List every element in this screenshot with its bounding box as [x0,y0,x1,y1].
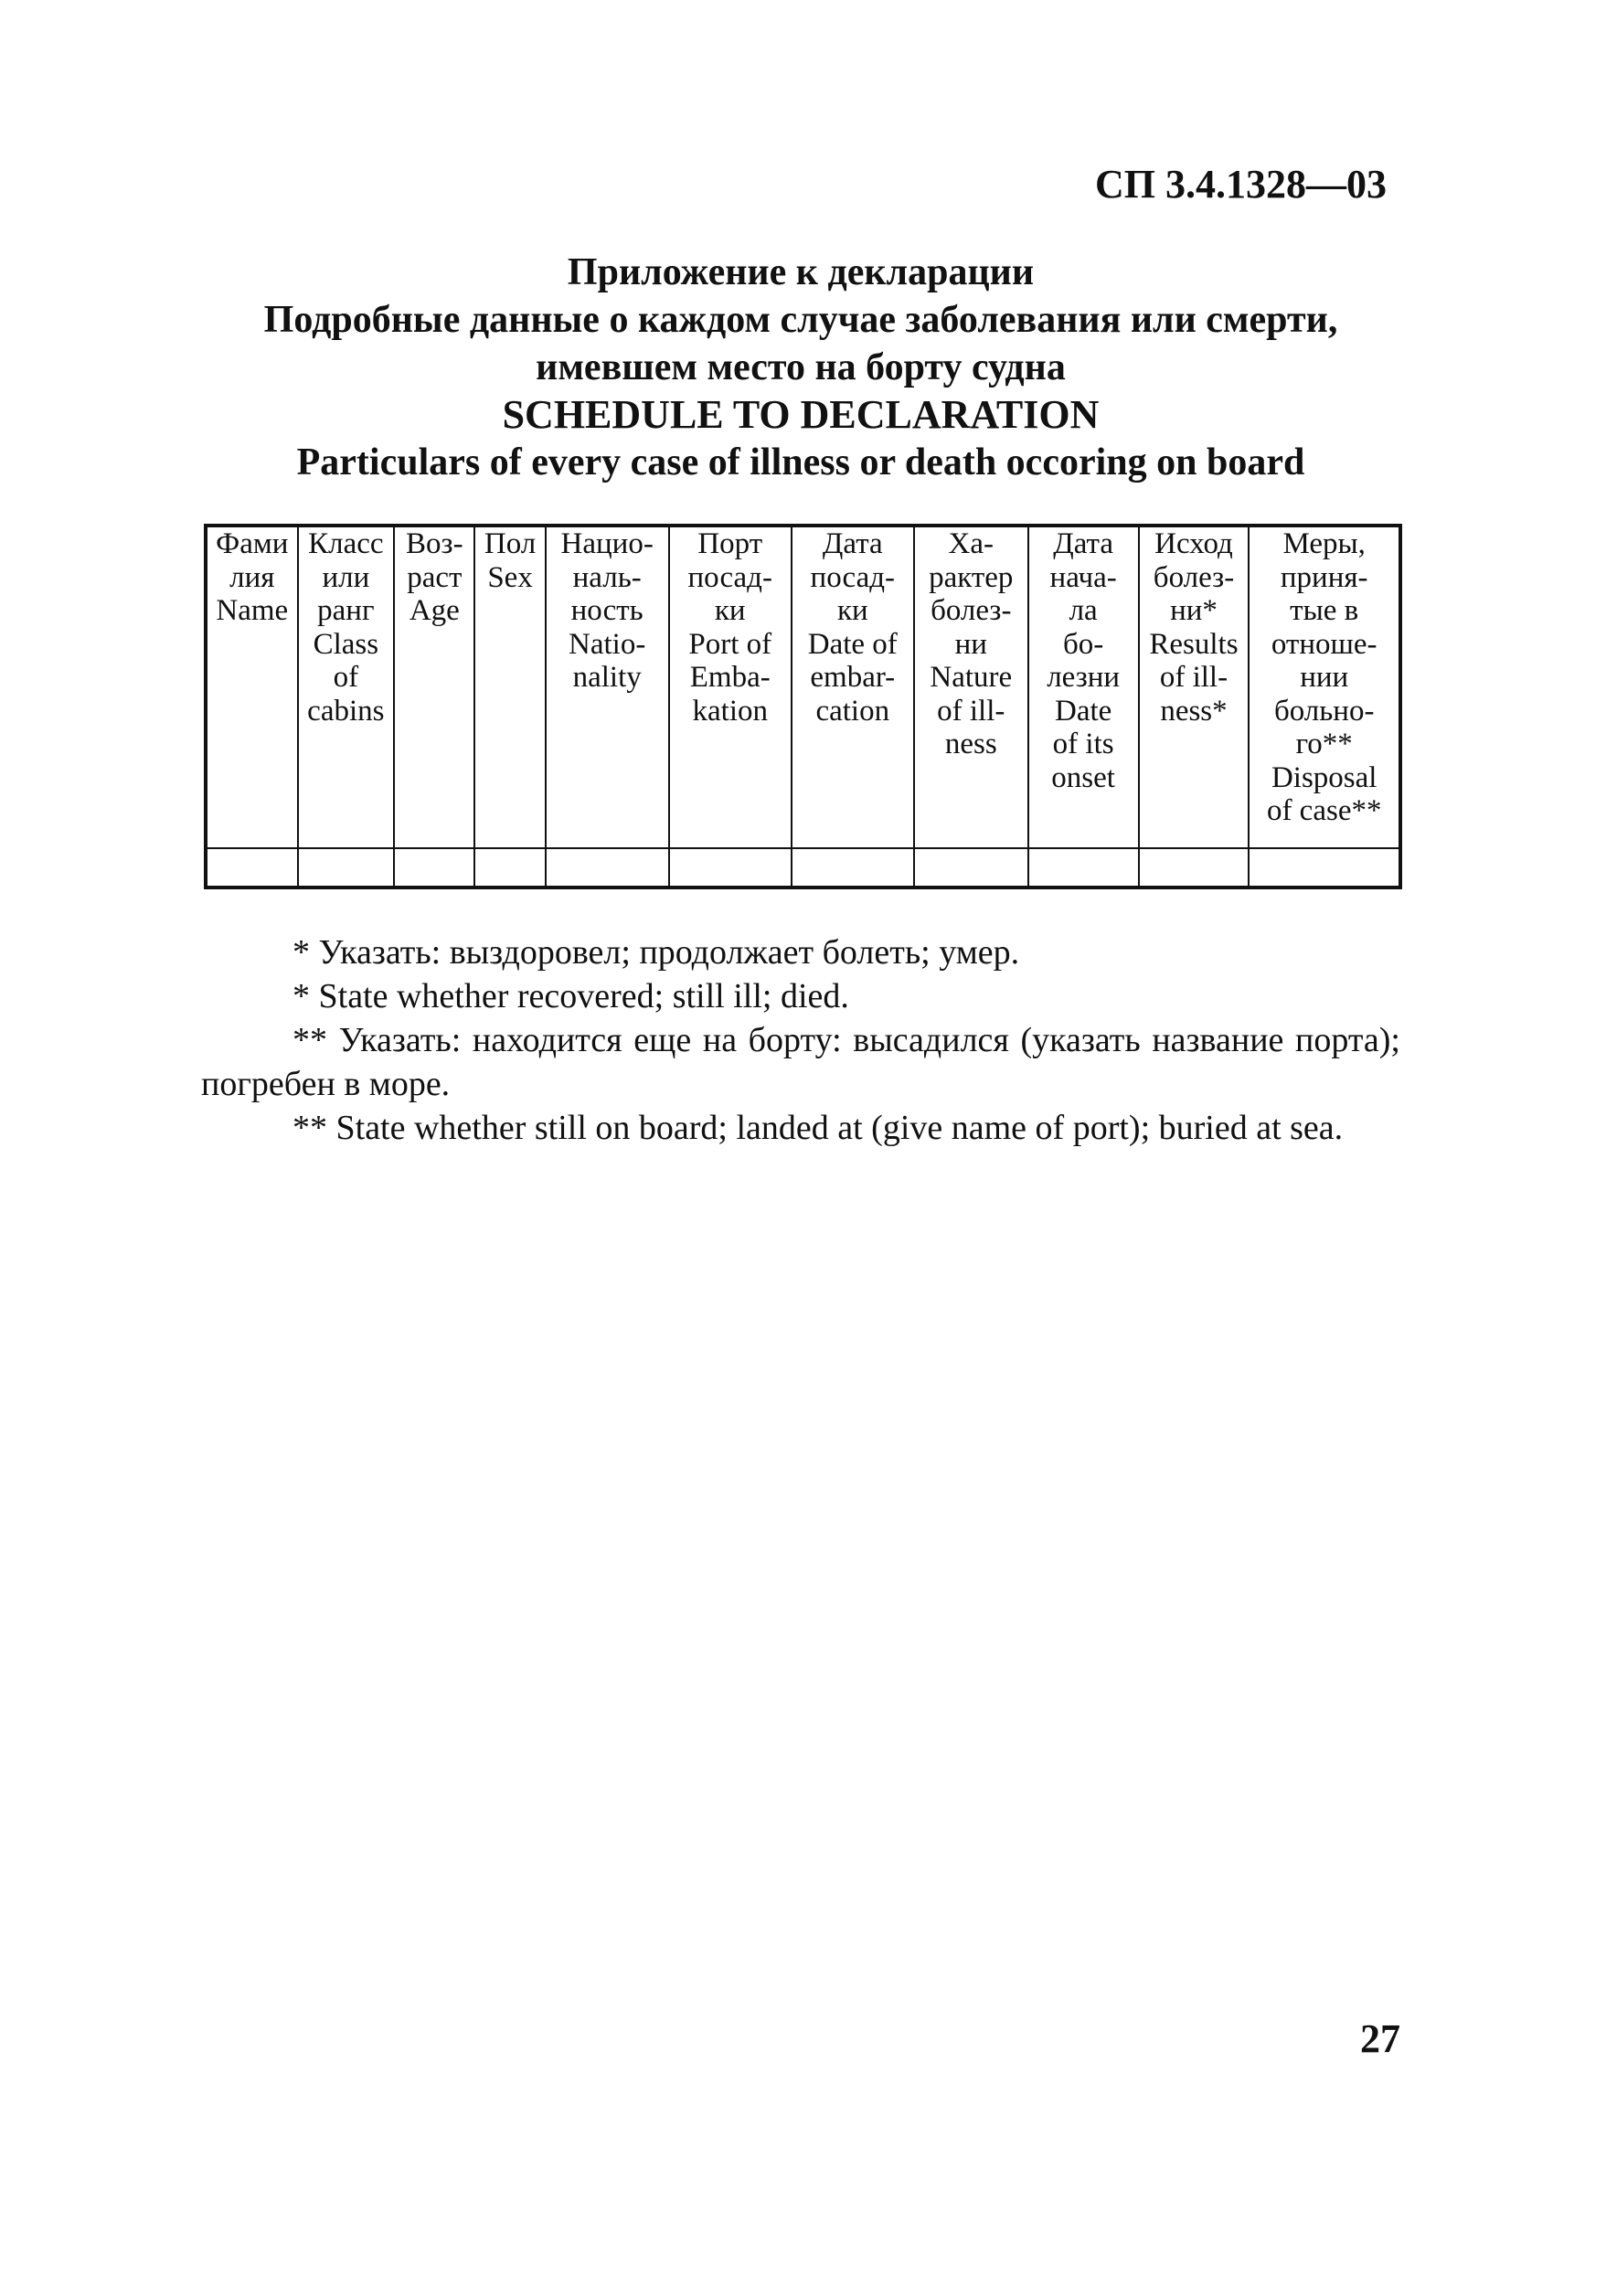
table-cell[interactable] [792,848,914,888]
table-cell[interactable] [914,848,1028,888]
col-disposal-of-case [1249,526,1400,848]
heading-details-ru-cont: имевшем место на борту судна [536,346,1066,388]
col-nationality [546,526,669,848]
header-cell-line: Date of [807,627,898,661]
header-cell-line: Results [1149,627,1239,661]
footnote-en-2: ** State whether still on board; landed at (give name of port); buried at sea. [292,1109,1344,1147]
header-cell-line: Name [216,594,289,627]
heading-details-ru: Подробные данные о каждом случае заболевания или смерти, [263,299,1338,341]
header-cell-line: Disposal [1271,760,1377,794]
heading-schedule-en: SCHEDULE TO DECLARATION [502,392,1100,437]
header-cell-line: бо- [1063,627,1104,661]
header-cell-line: Пол [484,527,537,560]
header-cell-line: Дата [1053,527,1114,560]
header-cell-line: Нацио- [560,527,654,560]
header-cell-line: ни* [1170,594,1218,627]
header-cell-line: of [333,661,359,694]
header-cell-line: cation [815,694,890,728]
document-code: СП 3.4.1328—03 [1095,162,1387,207]
header-cell-line: посад- [687,560,772,594]
header-cell-line: of its [1052,728,1114,760]
header-cell-line: посад- [810,560,896,594]
header-cell-line: ки [836,594,868,627]
header-cell-line: nality [572,661,642,694]
heading-particulars-en: Particulars of every case of illness or death occoring on board [296,441,1305,484]
table-cell[interactable] [206,848,298,888]
header-cell-line: Port of [688,627,772,661]
table-cell[interactable] [669,848,792,888]
col-date-of-embarkation [792,526,914,848]
col-class [298,526,395,848]
header-cell-line: cabins [307,694,385,728]
header-cell-line: Меры, [1282,527,1366,560]
header-cell-line: Class [313,627,379,661]
header-cell-line: Age [409,594,460,627]
table-cell[interactable] [394,848,474,888]
header-cell-line: Date [1054,694,1112,728]
table-cell[interactable] [1139,848,1250,888]
header-cell-line: болез- [931,594,1012,627]
footnotes [201,930,1400,1150]
header-cell-line: of ill- [1159,661,1228,694]
header-cell-line: ность [570,594,643,627]
header-cell-line: Фами [216,527,289,560]
header-cell-line: Emba- [689,661,771,694]
col-name [206,526,298,848]
header-cell-line: onset [1051,760,1115,794]
footnote-ru-2: ** Указать: находится еще на борту: высадился (указать название порта); погребен в море. [201,1021,1400,1103]
col-nature-of-illness [914,526,1028,848]
heading [201,249,1400,486]
header-cell-line: Исход [1154,527,1233,560]
header-cell-line: раст [407,560,463,594]
table-cell[interactable] [546,848,669,888]
header-cell-line: ки [714,594,746,627]
header-cell-line: нача- [1049,560,1117,594]
header-cell-line: kation [692,694,768,728]
header-cell-line: го** [1295,728,1353,760]
table-cell[interactable] [474,848,545,888]
schedule-table [204,524,1402,889]
header-cell-line: болез- [1153,560,1235,594]
footnote-en-1: * State whether recovered; still ill; died. [292,977,849,1015]
col-date-of-onset [1028,526,1139,848]
header-cell-line: Воз- [406,527,463,560]
col-results-of-illness [1139,526,1250,848]
header-cell-line: embar- [810,661,896,694]
header-cell-line: ранг [317,594,375,627]
header-cell-line: Класс [308,527,384,560]
header-cell-line: Sex [487,560,533,594]
header-cell-line: Порт [697,527,763,560]
header-cell-line: отноше- [1271,627,1377,661]
page-number: 27 [1360,2016,1400,2061]
header-cell-line: рактер [929,560,1014,594]
heading-appendix: Приложение к декларации [567,251,1035,293]
table-cell[interactable] [1028,848,1139,888]
table-cell[interactable] [1249,848,1400,888]
header-cell-line: приня- [1280,560,1368,594]
footnote-ru-1: * Указать: выздоровел; продолжает болеть; умер. [292,933,1020,972]
header-cell-line: больно- [1273,694,1375,728]
table-header-row [206,526,1400,848]
header-cell-line: Nature [930,661,1013,694]
header-cell-line: или [322,560,370,594]
header-cell-line: ness [944,728,997,760]
header-cell-line: of case** [1266,794,1382,827]
header-cell-line: нии [1300,661,1349,694]
header-cell-line: тые в [1290,594,1359,627]
col-port-of-embarkation [669,526,792,848]
table-row [206,848,1400,888]
header-cell-line: Ха- [948,527,994,560]
col-sex [474,526,545,848]
header-cell-line: лия [229,560,275,594]
header-cell-line: ness* [1160,694,1228,728]
header-cell-line: Natio- [569,627,646,661]
col-age [394,526,474,848]
header-cell-line: ла [1069,594,1098,627]
header-cell-line: лезни [1047,661,1121,694]
header-cell-line: ни [954,627,987,661]
header-cell-line: of ill- [937,694,1005,728]
table-cell[interactable] [298,848,395,888]
header-cell-line: Дата [822,527,883,560]
header-cell-line: наль- [572,560,642,594]
